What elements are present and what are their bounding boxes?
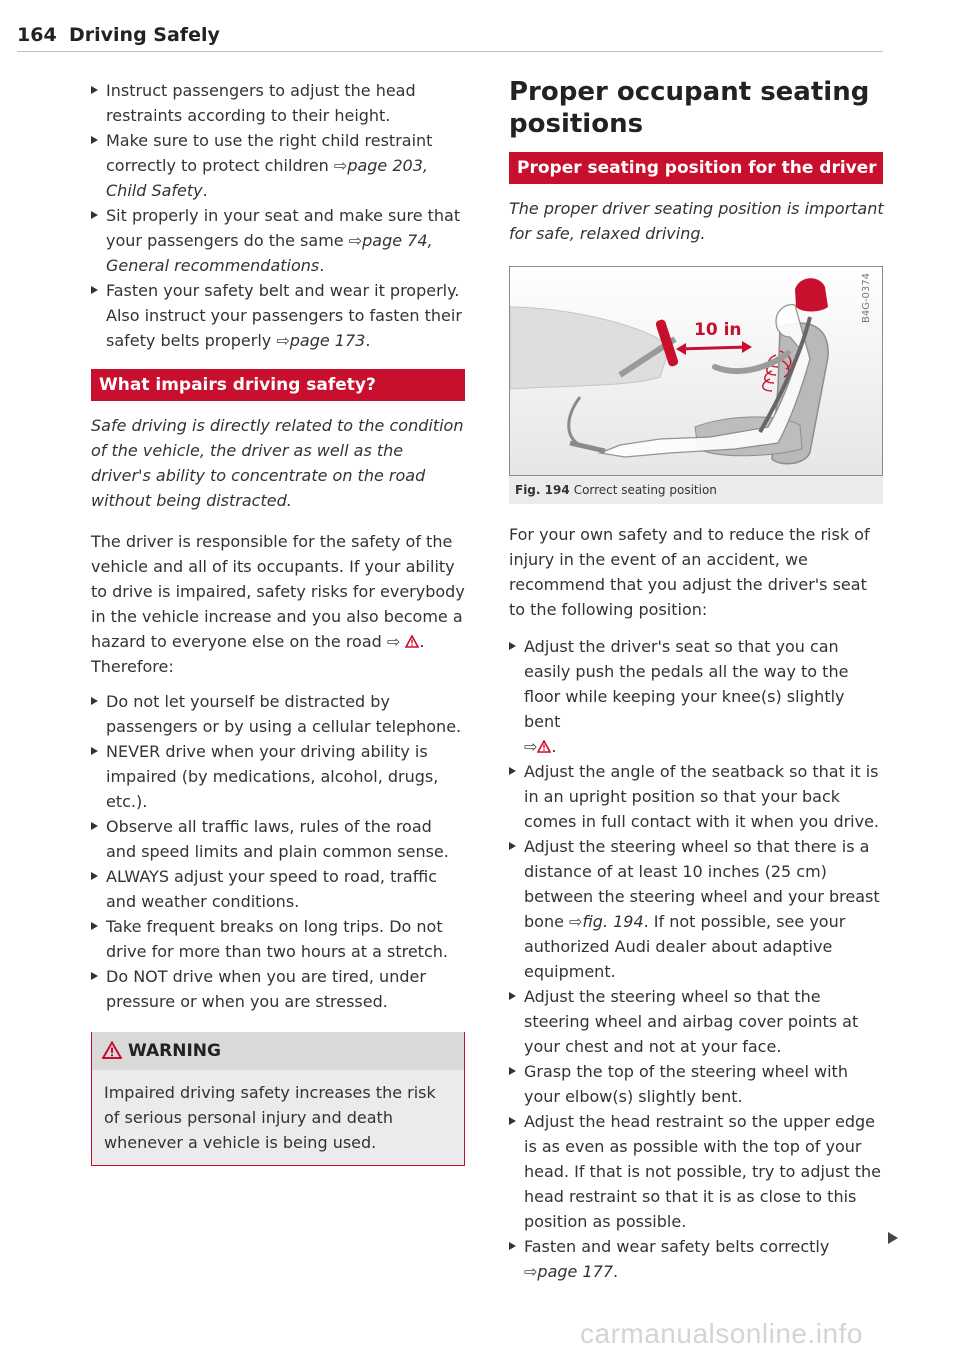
body-paragraph: The driver is responsible for the safety of the vehicle and all of its occupants. If your ability to drive is impaired, safety risks for everybody in the vehicle increase and you also become a hazard to everyone else on the road ⇨ . Therefore: (91, 532, 465, 676)
list-item: Fasten your safety belt and wear it properly. Also instruct your passengers to fasten their safety belts properly ⇨page 173. (91, 278, 465, 353)
seating-bullet-list (509, 634, 885, 1284)
warning-box (91, 1032, 465, 1166)
safety-bullet-list (91, 689, 465, 1014)
right-column (509, 76, 885, 1284)
figure-container (509, 266, 885, 504)
list-item: Adjust the steering wheel so that the steering wheel and airbag cover points at your chest and not at your face. (509, 984, 885, 1059)
left-column (91, 78, 465, 1166)
chapter-title: Driving Safely (69, 24, 220, 46)
continue-arrow-icon (888, 1232, 898, 1244)
warning-title: WARNING (128, 1041, 221, 1061)
list-item: Fasten and wear safety belts correctly ⇨page 177. (509, 1234, 885, 1284)
list-item: ALWAYS adjust your speed to road, traffic and weather conditions. (91, 864, 465, 914)
list-item: Instruct passengers to adjust the head restraints according to their height. (91, 78, 465, 128)
section-lead: Safe driving is directly related to the condition of the vehicle, the driver as well as the driver's ability to concentrate on the road without being distracted. (91, 416, 464, 510)
warning-triangle-icon[interactable] (537, 740, 551, 753)
list-item: NEVER drive when your driving ability is impaired (by medications, alcohol, drugs, etc.). (91, 739, 465, 814)
watermark: carmanualsonline.info (580, 1318, 863, 1349)
warning-header (92, 1032, 464, 1070)
page-title: Proper occupant seating positions (509, 77, 870, 139)
page-reference-link[interactable]: page 173 (289, 331, 366, 350)
list-item: Adjust the head restraint so the upper edge is as even as possible with the top of your head. If that is not possible, try to adjust the head restraint so that it is as close to this position as possible. (509, 1109, 885, 1234)
seating-position-figure (509, 266, 883, 476)
body-paragraph: For your own safety and to reduce the risk of injury in the event of an accident, we recommend that you adjust the driver's seat to the following position: (509, 525, 870, 619)
list-item: Adjust the driver's seat so that you can easily push the pedals all the way to the floor while keeping your knee(s) slightly bent ⇨ . (509, 634, 885, 759)
figure-reference-link[interactable]: fig. 194 (582, 912, 644, 931)
list-item: Adjust the steering wheel so that there is a distance of at least 10 inches (25 cm) between the steering wheel and your breast bone ⇨fig. 194. If not possible, see your authorized Audi dealer about adaptive equipment. (509, 834, 885, 984)
list-item: Do not let yourself be distracted by passengers or by using a cellular telephone. (91, 689, 465, 739)
list-item: Make sure to use the right child restraint correctly to protect children ⇨page 203, Child Safety. (91, 128, 465, 203)
figure-id: B4G-0374 (861, 273, 872, 324)
warning-triangle-icon (102, 1041, 122, 1059)
intro-bullet-list (91, 78, 465, 353)
therefore-text: Therefore: (91, 657, 174, 676)
section-lead: The proper driver seating position is important for safe, relaxed driving. (509, 199, 884, 243)
page-reference-link[interactable]: page 74, General recommendations (106, 231, 433, 275)
warning-triangle-icon[interactable] (405, 635, 419, 648)
list-item: Sit properly in your seat and make sure that your passengers do the same ⇨page 74, General recommendations. (91, 203, 465, 278)
page-header (17, 22, 883, 52)
figure-caption: Fig. 194 Correct seating position (509, 476, 883, 504)
warning-text: Impaired driving safety increases the risk of serious personal injury and death whenever a vehicle is being used. (92, 1070, 464, 1165)
list-item: Adjust the angle of the seatback so that it is in an upright position so that your back comes in full contact with it when you drive. (509, 759, 885, 834)
page-reference-link[interactable]: page 177 (537, 1262, 613, 1281)
header-rule (17, 51, 883, 52)
page-number: 164 (17, 24, 57, 46)
distance-label: 10 in (694, 320, 742, 340)
list-item: Grasp the top of the steering wheel with your elbow(s) slightly bent. (509, 1059, 885, 1109)
list-item: Observe all traffic laws, rules of the road and speed limits and plain common sense. (91, 814, 465, 864)
list-item: Take frequent breaks on long trips. Do not drive for more than two hours at a stretch. (91, 914, 465, 964)
section-heading-driver-seating: Proper seating position for the driver (509, 152, 883, 184)
figure-label: Fig. 194 (515, 483, 570, 497)
list-item: Do NOT drive when you are tired, under pressure or when you are stressed. (91, 964, 465, 1014)
seating-illustration (510, 267, 882, 475)
page-reference-link[interactable]: page 203, Child Safety (106, 156, 428, 200)
section-heading-driving-safety: What impairs driving safety? (91, 369, 465, 401)
